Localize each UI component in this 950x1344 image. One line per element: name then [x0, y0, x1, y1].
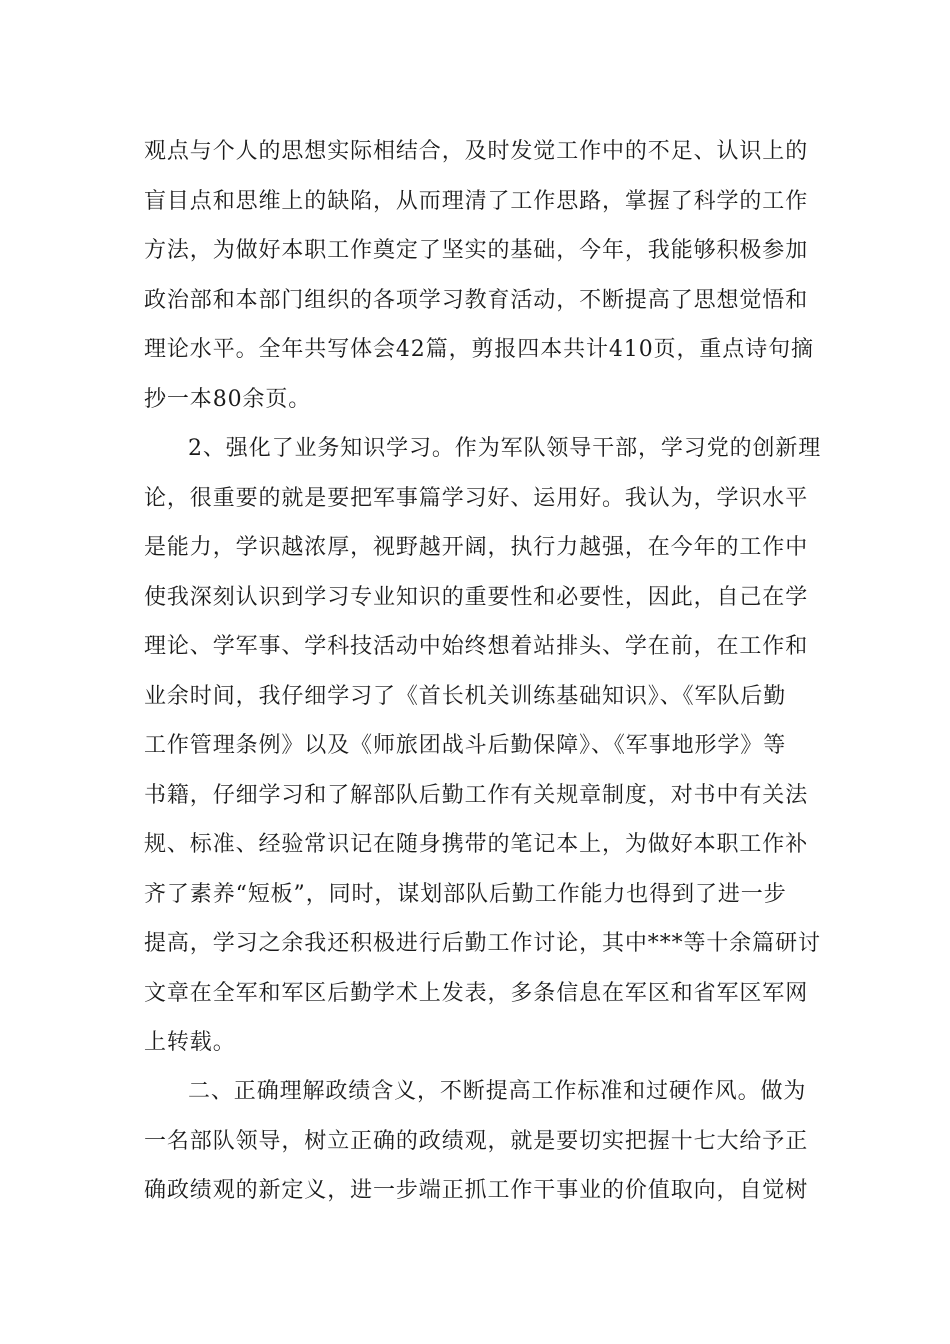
text-line: 是能力，学识越浓厚，视野越开阔，执行力越强，在今年的工作中: [144, 535, 809, 560]
paragraph-political-achievement: [144, 1067, 809, 1216]
text-line: 文章在全军和军区后勤学术上发表，多条信息在军区和省军区军网: [144, 980, 809, 1006]
text-line: 二、正确理解政绩含义，不断提高工作标准和过硬作风。做为: [188, 1079, 807, 1104]
text-line: 使我深刻认识到学习专业知识的重要性和必要性，因此，自己在学: [144, 584, 809, 610]
text-line: 齐了素养“短板”，同时，谋划部队后勤工作能力也得到了进一步: [144, 881, 787, 907]
text-line: 政治部和本部门组织的各项学习教育活动，不断提高了思想觉悟和: [144, 287, 809, 313]
text-line: 理论、学军事、学科技活动中始终想着站排头、学在前，在工作和: [144, 634, 809, 659]
text-line: 一名部队领导，树立正确的政绩观，就是要切实把握十七大给予正: [144, 1128, 809, 1154]
text-line: 盲目点和思维上的缺陷，从而理清了工作思路，掌握了科学的工作: [144, 188, 809, 214]
text-line: 2、强化了业务知识学习。作为军队领导干部，学习党的创新理: [188, 436, 822, 461]
text-line: 规、标准、经验常识记在随身携带的笔记本上，为做好本职工作补: [144, 832, 809, 857]
text-line: 观点与个人的思想实际相结合，及时发觉工作中的不足、认识上的: [144, 139, 809, 164]
text-line: 业余时间，我仔细学习了《首长机关训练基础知识》、《军队后勤: [144, 683, 787, 709]
paragraph-business-knowledge: [144, 424, 822, 1068]
text-line: 方法，为做好本职工作奠定了坚实的基础，今年，我能够积极参加: [144, 238, 809, 263]
text-line: 理论水平。全年共写体会42篇，剪报四本共计410页，重点诗句摘: [144, 337, 814, 362]
text-line: 抄一本80余页。: [144, 386, 312, 412]
paragraph-continued: [144, 127, 814, 424]
text-line: 论，很重要的就是要把军事篇学习好、运用好。我认为，学识水平: [144, 485, 809, 511]
text-line: 上转载。: [144, 1030, 236, 1055]
text-line: 确政绩观的新定义，进一步端正抓工作干事业的价值取向，自觉树: [144, 1178, 809, 1203]
text-line: 提高，学习之余我还积极进行后勤工作讨论，其中***等十余篇研讨: [144, 931, 821, 956]
text-line: 书籍，仔细学习和了解部队后勤工作有关规章制度，对书中有关法: [144, 782, 809, 808]
text-line: 工作管理条例》以及《师旅团战斗后勤保障》、《军事地形学》等: [144, 733, 787, 758]
